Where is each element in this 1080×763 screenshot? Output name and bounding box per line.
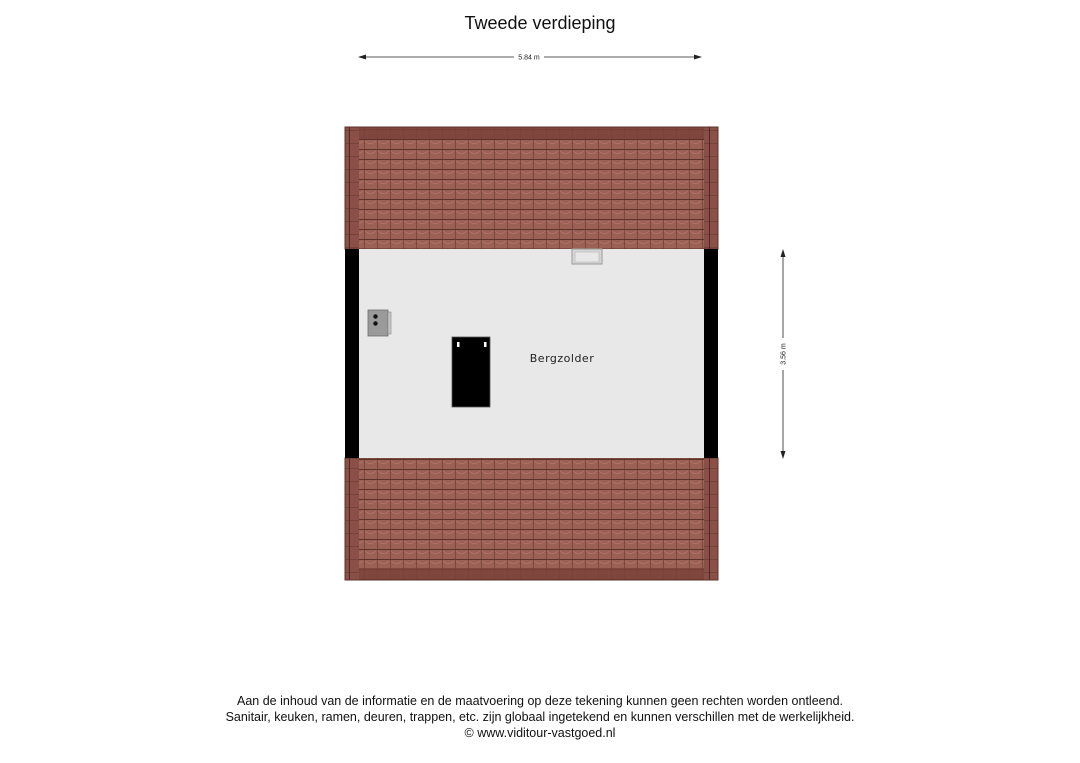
arrow-left-icon	[358, 55, 366, 60]
room-bergzolder	[345, 249, 718, 458]
floor-hatch-icon	[452, 337, 490, 407]
disclaimer-line-3: © www.viditour-vastgoed.nl	[464, 726, 616, 740]
boiler-unit-icon	[368, 310, 391, 336]
arrow-right-icon	[694, 55, 702, 60]
disclaimer-line-2: Sanitair, keuken, ramen, deuren, trappen, etc. zijn globaal ingetekend en kunnen verschillen met de werkelijkheid.	[225, 710, 855, 724]
width-dimension	[358, 55, 702, 62]
depth-label: 3.56 m	[780, 343, 788, 365]
room-label: Bergzolder	[529, 352, 595, 365]
disclaimer-line-1: Aan de inhoud van de informatie en de maatvoering op deze tekening kunnen geen rechten worden ontleend.	[237, 694, 843, 708]
arrow-down-icon	[781, 451, 786, 459]
plan-title: Tweede verdieping	[464, 13, 616, 33]
width-label: 5.84 m	[518, 54, 540, 62]
wall-left	[345, 249, 359, 458]
depth-dimension	[781, 249, 788, 459]
disclaimer	[0, 693, 1080, 741]
roof-bottom	[345, 458, 718, 580]
arrow-up-icon	[781, 249, 786, 257]
wall-right	[704, 249, 718, 458]
roof-top	[345, 127, 718, 249]
